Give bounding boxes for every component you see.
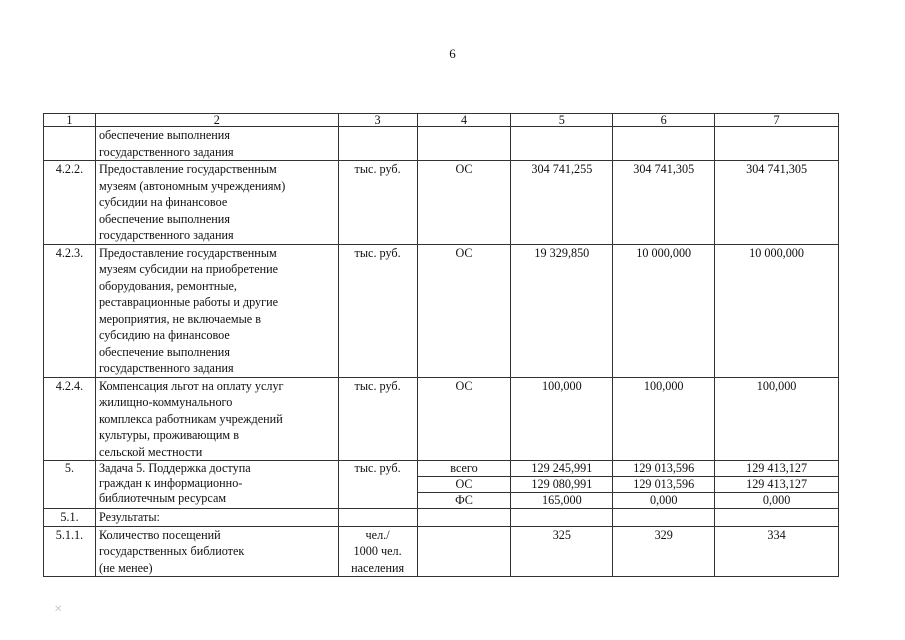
value-col-7: 0,000 — [715, 493, 839, 509]
value-col-7: 100,000 — [715, 377, 839, 461]
item-description-line: Предоставление государственным — [98, 245, 277, 260]
item-number: 5.1.1. — [44, 526, 96, 577]
item-description-line: культуры, проживающим в — [98, 428, 239, 442]
value-col-7: 10 000,000 — [715, 244, 839, 377]
item-description-line: обеспечение выполнения — [98, 344, 230, 359]
item-description-line: реставрационные работы и другие — [98, 295, 279, 309]
value-col-6: 329 — [613, 526, 715, 577]
empty-cell — [613, 509, 715, 527]
value-col-7 — [715, 127, 839, 161]
item-description-line: комплекса работникам учреждений — [98, 411, 283, 426]
table-row — [44, 127, 839, 161]
funding-source: всего — [417, 461, 511, 477]
unit-cell — [338, 526, 417, 577]
table-row — [44, 161, 839, 245]
item-description — [95, 526, 338, 577]
funding-source — [417, 127, 511, 161]
header-cell: 4 — [417, 114, 511, 127]
empty-cell — [511, 509, 613, 527]
funding-source: ОС — [417, 161, 511, 245]
unit-cell-line: чел./ — [365, 527, 390, 542]
header-cell: 1 — [44, 114, 96, 127]
value-col-5 — [511, 127, 613, 161]
item-description-line: государственного задания — [98, 144, 234, 159]
results-label: Результаты: — [95, 509, 338, 527]
value-col-7: 129 413,127 — [715, 461, 839, 477]
unit-cell-line: 1000 чел. — [353, 544, 402, 558]
item-description-line: Предоставление государственным — [98, 162, 277, 176]
item-description — [95, 461, 338, 509]
unit-cell: тыс. руб. — [338, 244, 417, 377]
funding-source: ОС — [417, 244, 511, 377]
item-description-line: сельской местности — [98, 444, 203, 459]
value-col-6: 0,000 — [613, 493, 715, 509]
page-number: 6 — [449, 46, 456, 61]
header-cell: 2 — [95, 114, 338, 127]
table-row — [44, 461, 839, 477]
item-description — [95, 127, 338, 161]
item-description-line: Задача 5. Поддержка доступа — [98, 461, 251, 475]
item-number — [44, 127, 96, 161]
item-description-line: мероприятия, не включаемые в — [98, 311, 261, 326]
funding-source: ОС — [417, 477, 511, 493]
program-table — [43, 113, 839, 577]
funding-source: ОС — [417, 377, 511, 461]
value-col-7: 304 741,305 — [715, 161, 839, 245]
item-description-line: оборудования, ремонтные, — [98, 278, 237, 293]
header-cell: 7 — [715, 114, 839, 127]
header-cell: 3 — [338, 114, 417, 127]
item-number: 5.1. — [44, 509, 96, 527]
unit-cell: тыс. руб. — [338, 161, 417, 245]
item-description — [95, 161, 338, 245]
table-row — [44, 377, 839, 461]
table-row — [44, 244, 839, 377]
item-description-line: государственного задания — [98, 361, 234, 375]
item-number: 4.2.4. — [44, 377, 96, 461]
value-col-5: 129 245,991 — [511, 461, 613, 477]
unit-cell-line: населения — [351, 560, 405, 575]
value-col-5: 304 741,255 — [511, 161, 613, 245]
item-description-line: субсидии на финансовое — [98, 195, 228, 209]
value-col-6 — [613, 127, 715, 161]
item-number: 4.2.3. — [44, 244, 96, 377]
table-row — [44, 526, 839, 577]
item-description-line: музеям (автономным учреждениям) — [98, 178, 286, 193]
funding-source — [417, 526, 511, 577]
value-col-5: 19 329,850 — [511, 244, 613, 377]
funding-source: ФС — [417, 493, 511, 509]
item-description-line: (не менее) — [98, 560, 153, 575]
item-description-line: субсидию на финансовое — [98, 328, 230, 342]
item-description-line: Количество посещений — [98, 527, 221, 542]
value-col-5: 325 — [511, 526, 613, 577]
value-col-7: 334 — [715, 526, 839, 577]
value-col-6: 129 013,596 — [613, 461, 715, 477]
value-col-5: 100,000 — [511, 377, 613, 461]
item-description — [95, 377, 338, 461]
value-col-5: 165,000 — [511, 493, 613, 509]
faint-stamp-mark: ✕ — [54, 604, 63, 615]
unit-cell: тыс. руб. — [338, 377, 417, 461]
item-description-line: библиотечным ресурсам — [98, 491, 227, 505]
table-row — [44, 509, 839, 527]
item-description-line: обеспечение выполнения — [98, 211, 230, 226]
item-description-line: обеспечение выполнения — [98, 128, 230, 142]
value-col-6: 129 013,596 — [613, 477, 715, 493]
column-number-header — [44, 114, 839, 127]
unit-cell — [338, 127, 417, 161]
empty-cell — [715, 509, 839, 527]
value-col-6: 304 741,305 — [613, 161, 715, 245]
unit-cell: тыс. руб. — [338, 461, 417, 509]
item-description-line: граждан к информационно- — [98, 476, 243, 490]
item-number: 5. — [44, 461, 96, 509]
item-description — [95, 244, 338, 377]
value-col-6: 100,000 — [613, 377, 715, 461]
item-description-line: государственного задания — [98, 228, 234, 242]
header-cell: 6 — [613, 114, 715, 127]
empty-cell — [338, 509, 417, 527]
item-description-line: музеям субсидии на приобретение — [98, 262, 279, 276]
value-col-6: 10 000,000 — [613, 244, 715, 377]
item-description-line: государственных библиотек — [98, 544, 245, 558]
value-col-7: 129 413,127 — [715, 477, 839, 493]
item-number: 4.2.2. — [44, 161, 96, 245]
item-description-line: Компенсация льгот на оплату услуг — [98, 378, 284, 393]
item-description-line: жилищно-коммунального — [98, 395, 233, 409]
header-cell: 5 — [511, 114, 613, 127]
value-col-5: 129 080,991 — [511, 477, 613, 493]
empty-cell — [417, 509, 511, 527]
